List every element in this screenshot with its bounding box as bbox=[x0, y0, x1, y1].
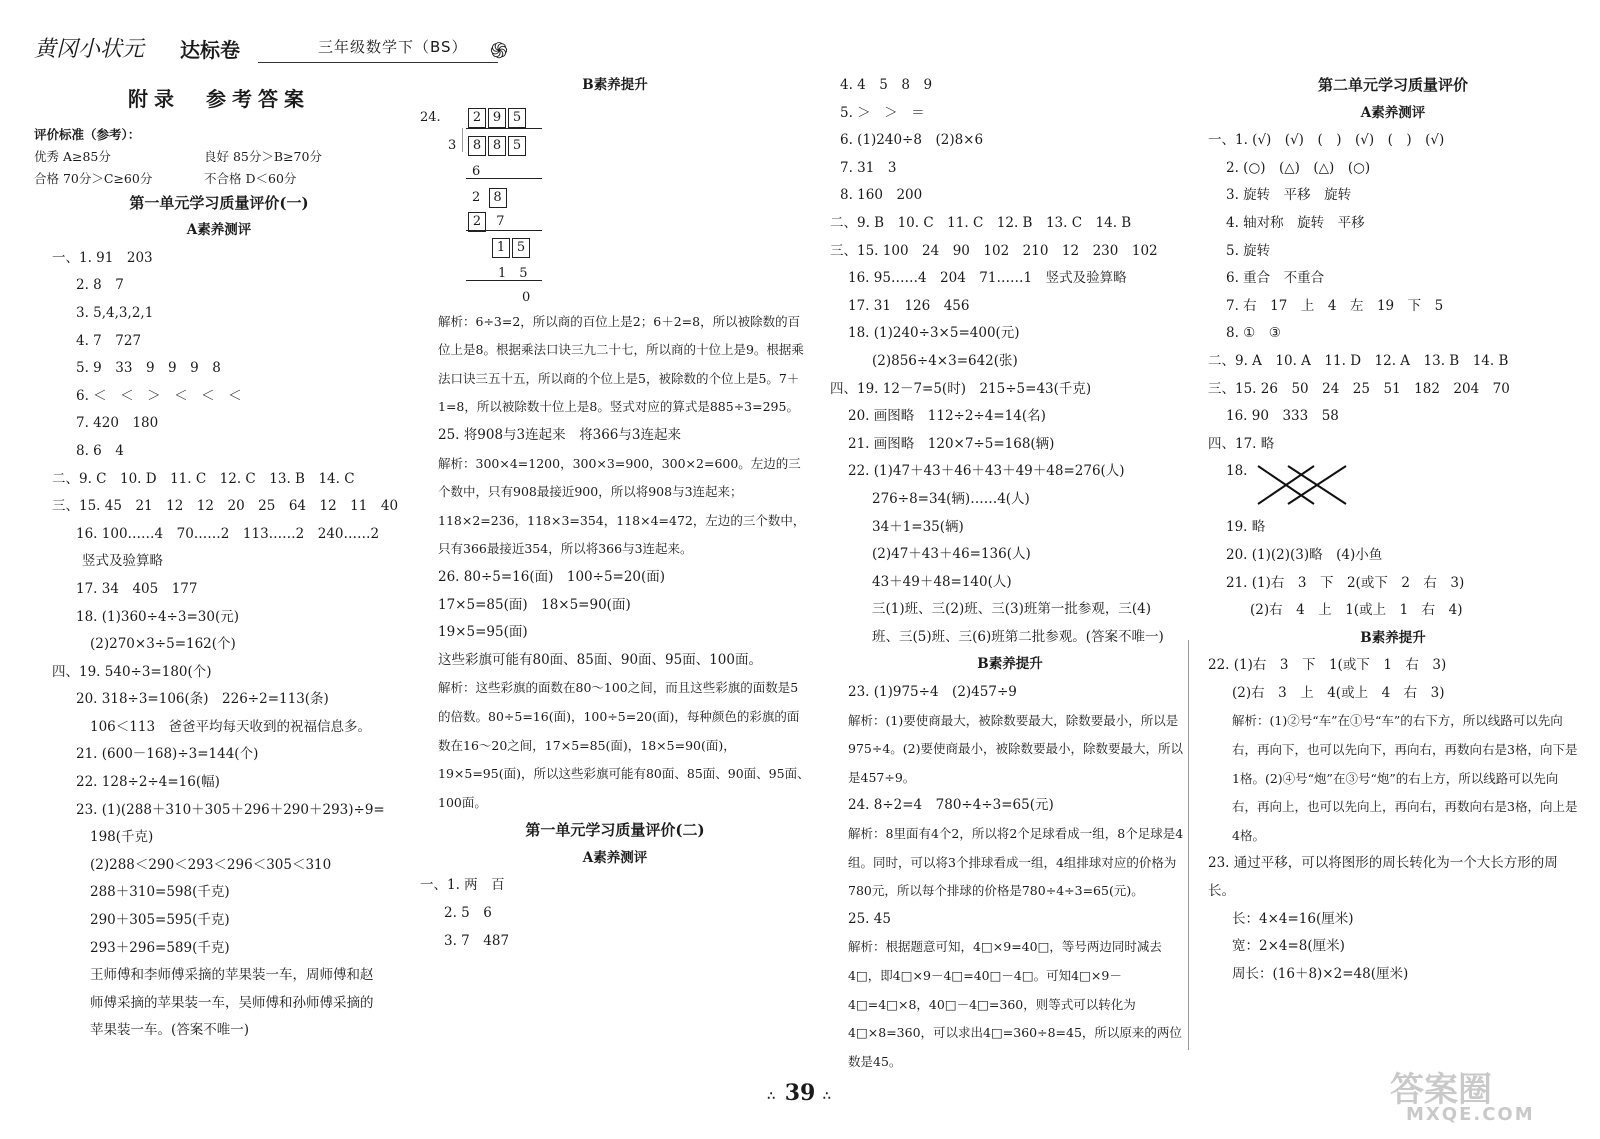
answer-line: 3. 5,4,3,2,1 bbox=[76, 304, 154, 321]
question-number: 24. bbox=[420, 109, 441, 125]
watermark-logo: 答案圈 MXQE.COM bbox=[1390, 1070, 1535, 1125]
partial-product: 6 bbox=[472, 163, 481, 179]
subsection-title: A素养测评 bbox=[1360, 104, 1426, 121]
answer-line: 4. 7 727 bbox=[76, 332, 142, 349]
answer-line: 7. 420 180 bbox=[76, 415, 159, 432]
answer-line: 23. (1)(288＋310＋305＋296＋290＋293)÷9= bbox=[76, 801, 385, 818]
answer-line: 这些彩旗可能有80面、85面、90面、95面、100面。 bbox=[438, 651, 762, 668]
partial-product: 1 5 bbox=[498, 265, 528, 281]
answer-line: 21. (600－168)÷3=144(个) bbox=[76, 746, 259, 763]
answer-line: 二、9. B 10. C 11. C 12. B 13. C 14. B bbox=[830, 214, 1132, 231]
answer-line: 8. 6 4 bbox=[76, 442, 124, 459]
answer-line: 16. 95……4 204 71……1 竖式及验算略 bbox=[848, 270, 1127, 287]
answer-line: 4. 轴对称 旋转 平移 bbox=[1226, 214, 1365, 231]
subsection-title: B素养提升 bbox=[582, 77, 648, 93]
answer-line: 26. 80÷5=16(面) 100÷5=20(面) bbox=[438, 568, 666, 585]
answer-line: 16. 100……4 70……2 113……2 240……2 bbox=[76, 525, 380, 542]
subsection-title: A素养测评 bbox=[582, 849, 648, 866]
answer-line: 17. 34 405 177 bbox=[76, 580, 198, 597]
answer-line: 290＋305=595(千克) bbox=[90, 912, 230, 929]
answer-line: 二、9. C 10. D 11. C 12. C 13. B 14. C bbox=[52, 470, 355, 487]
answer-line: 106＜113 爸爸平均每天收到的祝福信息多。 bbox=[90, 718, 372, 735]
answer-line: 5. 旋转 bbox=[1226, 242, 1271, 259]
partial-product: 2 7 bbox=[468, 208, 505, 236]
dividend: 8 8 5 bbox=[468, 132, 528, 160]
brand-logo: 黄冈小状元 bbox=[34, 37, 145, 62]
answer-line: 班、三(5)班、三(6)班第二批参观。(答案不唯一) bbox=[872, 628, 1164, 645]
answer-line: 16. 90 333 58 bbox=[1226, 408, 1339, 425]
grade-label: 三年级数学下（BS） bbox=[318, 38, 468, 56]
answer-line: 7. 31 3 bbox=[840, 159, 897, 176]
answer-line: 19×5=95(面) bbox=[438, 624, 528, 641]
answer-line: 周长：(16＋8)×2=48(厘米) bbox=[1232, 965, 1409, 982]
answer-line: 3. 7 487 bbox=[444, 932, 510, 949]
answer-line: 7. 右 17 上 4 左 19 下 5 bbox=[1226, 297, 1444, 314]
answer-line: 25. 将908与3连起来 将366与3连起来 bbox=[438, 426, 681, 443]
answer-line: 2. (○) (△) (△) (○) bbox=[1226, 159, 1371, 176]
remainder: 2 8 bbox=[472, 184, 509, 212]
answer-line: 四、19. 12－7=5(时) 215÷5=43(千克) bbox=[830, 380, 1092, 397]
answer-line: (2)右 3 上 4(或上 4 右 3) bbox=[1232, 684, 1445, 701]
answer-line: 5. ＞ ＞ ＝ bbox=[840, 104, 925, 121]
quotient: 2 9 5 bbox=[468, 104, 528, 132]
ornament-icon: ∴ bbox=[767, 1089, 778, 1103]
answer-line: 一、1. (√) (√) ( ) (√) ( ) (√) bbox=[1208, 132, 1445, 149]
answer-line: 276÷8=34(辆)……4(人) bbox=[872, 490, 1030, 507]
answer-line: 20. 画图略 112÷2÷4=14(名) bbox=[848, 408, 1046, 425]
division-bar bbox=[466, 128, 542, 129]
subtraction-line bbox=[466, 178, 542, 179]
answer-line: 198(千克) bbox=[90, 829, 154, 846]
answer-line: 21. (1)右 3 下 2(或下 2 右 3) bbox=[1226, 574, 1465, 591]
answer-line: 6. 重合 不重合 bbox=[1226, 270, 1325, 287]
series-title: 达标卷 bbox=[180, 38, 240, 62]
answer-line: 王师傅和李师傅采摘的苹果装一车，周师傅和赵 bbox=[90, 967, 374, 984]
divisor: 3 bbox=[448, 137, 457, 153]
answer-line: 一、1. 两 百 bbox=[420, 877, 505, 894]
answer-line: 6. ＜ ＜ ＞ ＜ ＜ ＜ bbox=[76, 387, 242, 404]
appendix-title: 附录 参考答案 bbox=[128, 87, 310, 111]
answer-line: 3. 旋转 平移 旋转 bbox=[1226, 187, 1352, 204]
explanation: 解析：根据题意可知，4□×9=40□，等号两边同时减去4□，即4□×9－4□=40□－4□。可知4□×9－4□=4□×8，40□－4□=360，则等式可以转化为4□×8=360，可以求出4□=360÷8=45，所以原来的两位数是45。 bbox=[848, 939, 1182, 1069]
answer-line: 293＋296=589(千克) bbox=[90, 939, 230, 956]
column-2 bbox=[420, 72, 810, 955]
answer-line: 二、9. A 10. A 11. D 12. A 13. B 14. B bbox=[1208, 352, 1509, 369]
swirl-icon: ֍ bbox=[490, 39, 508, 64]
answer-line: (2)47＋43＋46=136(人) bbox=[872, 546, 1031, 563]
explanation: 解析：(1)②号“车”在①号“车”的右下方，所以线路可以先向右，再向下，也可以先向下，再向右，再数向右是3格，向下是1格。(2)④号“炮”在③号“炮”的右上方，所以线路可以先向右，再向上，也可以先向上，再向右，再数向右是3格，向上是4格。 bbox=[1232, 713, 1578, 843]
answer-line: 23. 通过平移，可以将图形的周长转化为一个大长方形的周长。 bbox=[1208, 855, 1558, 900]
answer-line: 2. 8 7 bbox=[76, 277, 124, 294]
answer-line: 288＋310=598(千克) bbox=[90, 884, 230, 901]
column-1 bbox=[34, 72, 404, 1045]
answer-line: 43＋49＋48=140(人) bbox=[872, 573, 1012, 590]
ornament-icon: ∴ bbox=[822, 1089, 833, 1103]
answer-line: 四、17. 略 bbox=[1208, 435, 1275, 452]
answer-line: 三、15. 45 21 12 12 20 25 64 12 11 40 bbox=[52, 498, 399, 515]
answer-line: 苹果装一车。(答案不唯一) bbox=[90, 1022, 250, 1039]
answer-line: 22. 128÷2÷4=16(幅) bbox=[76, 774, 220, 791]
answer-line: (2)856÷4×3=642(张) bbox=[872, 352, 1018, 369]
criteria-heading: 评价标准（参考）： bbox=[34, 126, 141, 142]
explanation: 解析：6÷3=2，所以商的百位上是2；6＋2=8，所以被除数的百位上是8。根据乘法口诀三九二十七，所以商的十位上是9。根据乘法口诀三五十五，所以商的个位上是5，被除数的个位上是5。7＋1=8，所以被除数十位上是8。竖式对应的算式是885÷3=295。 bbox=[438, 313, 804, 415]
answer-line: 21. 画图略 120×7÷5=168(辆) bbox=[848, 435, 1055, 452]
answer-line: 2. 5 6 bbox=[444, 905, 492, 922]
crossed-lines-figure bbox=[1254, 462, 1350, 508]
answer-line: 34＋1=35(辆) bbox=[872, 518, 964, 535]
answer-line: 22. (1)47＋43＋46＋43＋49＋48=276(人) bbox=[848, 463, 1125, 480]
answer-line: 5. 9 33 9 9 9 8 bbox=[76, 360, 221, 377]
answer-line: 22. (1)右 3 下 1(或下 1 右 3) bbox=[1208, 657, 1447, 674]
answer-line: 23. (1)975÷4 (2)457÷9 bbox=[848, 684, 1017, 701]
answer-line: 24. 8÷2=4 780÷4÷3=65(元) bbox=[848, 797, 1054, 814]
answer-line: 三、15. 100 24 90 102 210 12 230 102 bbox=[830, 242, 1158, 259]
section-title: 第二单元学习质量评价 bbox=[1317, 76, 1468, 94]
answer-line: (2)288＜290＜293＜296＜305＜310 bbox=[90, 856, 332, 873]
answer-line: 三(1)班、三(2)班、三(3)班第一批参观，三(4) bbox=[872, 601, 1151, 618]
matching-diagram bbox=[1208, 458, 1578, 514]
answer-line: 18. (1)360÷4÷3=30(元) bbox=[76, 608, 239, 625]
explanation: 解析：这些彩旗的面数在80～100之间，而且这些彩旗的面数是5的倍数。80÷5=16(面)，100÷5=20(面)，每种颜色的彩旗的面数在16～20之间，17×5=85(面)，18×5=90(面)，19×5=95(面)，所以这些彩旗可能有80面、85面、90面、95面、100面。 bbox=[438, 680, 810, 810]
explanation: 解析：8里面有4个2，所以将2个足球看成一组，8个足球是4组。同时，可以将3个排球看成一组，4组排球对应的价格为780元，所以每个排球的价格是780÷4÷3=65(元)。 bbox=[848, 826, 1184, 899]
answer-line: 宽：2×4=8(厘米) bbox=[1232, 938, 1345, 955]
answer-line: 一、1. 91 203 bbox=[52, 249, 153, 266]
section-title: 第一单元学习质量评价(二) bbox=[525, 821, 705, 840]
column-3 bbox=[830, 72, 1190, 1076]
header-rule bbox=[258, 62, 498, 63]
remainder: 1 5 bbox=[492, 234, 532, 262]
subsection-title: A素养测评 bbox=[186, 222, 252, 239]
answer-line: 19. 略 bbox=[1226, 519, 1266, 536]
final-remainder: 0 bbox=[522, 289, 531, 305]
answer-line: 25. 45 bbox=[848, 910, 891, 927]
answer-line: 长：4×4=16(厘米) bbox=[1232, 910, 1354, 927]
subsection-title: B素养提升 bbox=[1360, 629, 1426, 646]
subtraction-line bbox=[466, 230, 542, 231]
answer-line: 8. 160 200 bbox=[840, 187, 923, 204]
answer-line: 17. 31 126 456 bbox=[848, 297, 970, 314]
answer-line: 20. (1)(2)(3)略 (4)小鱼 bbox=[1226, 546, 1383, 563]
explanation: 解析：(1)要使商最大，被除数要最大，除数要最小，所以是975÷4。(2)要使商最小，被除数要最小，除数要最大，所以是457÷9。 bbox=[848, 712, 1183, 785]
answer-line: 17×5=85(面) 18×5=90(面) bbox=[438, 596, 631, 613]
criteria-row: 合格 70分＞C≥60分 不合格 D＜60分 bbox=[34, 170, 297, 186]
answer-line: 18. (1)240÷3×5=400(元) bbox=[848, 325, 1020, 342]
question-number: 18. bbox=[1226, 463, 1248, 480]
explanation: 解析：300×4=1200，300×3=900，300×2=600。左边的三个数中，只有908最接近900，所以将908与3连起来；118×2=236，118×3=354，118×4=472，左边的三个数中，只有366最接近354，所以将366与3连起来。 bbox=[438, 455, 806, 557]
subsection-title: B素养提升 bbox=[977, 656, 1043, 673]
answer-line: 四、19. 540÷3=180(个) bbox=[52, 663, 212, 680]
long-division-diagram bbox=[420, 100, 810, 305]
column-divider bbox=[1188, 640, 1189, 1050]
answer-line: 4. 4 5 8 9 bbox=[840, 77, 933, 93]
answer-line: 师傅采摘的苹果装一车，吴师傅和孙师傅采摘的 bbox=[90, 994, 374, 1011]
answer-line: (2)270×3÷5=162(个) bbox=[90, 636, 236, 653]
answer-line: (2)右 4 上 1(或上 1 右 4) bbox=[1250, 602, 1463, 619]
division-bracket bbox=[462, 128, 463, 152]
answer-line: 6. (1)240÷8 (2)8×6 bbox=[840, 132, 984, 149]
page-header bbox=[28, 28, 508, 68]
section-title: 第一单元学习质量评价(一) bbox=[129, 193, 309, 212]
column-4 bbox=[1208, 72, 1578, 988]
subtraction-line bbox=[466, 280, 542, 281]
answer-line: 20. 318÷3=106(条) 226÷2=113(条) bbox=[76, 691, 329, 708]
answer-line: 三、15. 26 50 24 25 51 182 204 70 bbox=[1208, 380, 1510, 397]
criteria-row: 优秀 A≥85分 良好 85分＞B≥70分 bbox=[34, 148, 322, 164]
answer-line: 竖式及验算略 bbox=[82, 553, 163, 570]
answer-line: 8. ① ③ bbox=[1226, 325, 1281, 342]
page-number: ∴ 39 ∴ bbox=[767, 1080, 833, 1106]
